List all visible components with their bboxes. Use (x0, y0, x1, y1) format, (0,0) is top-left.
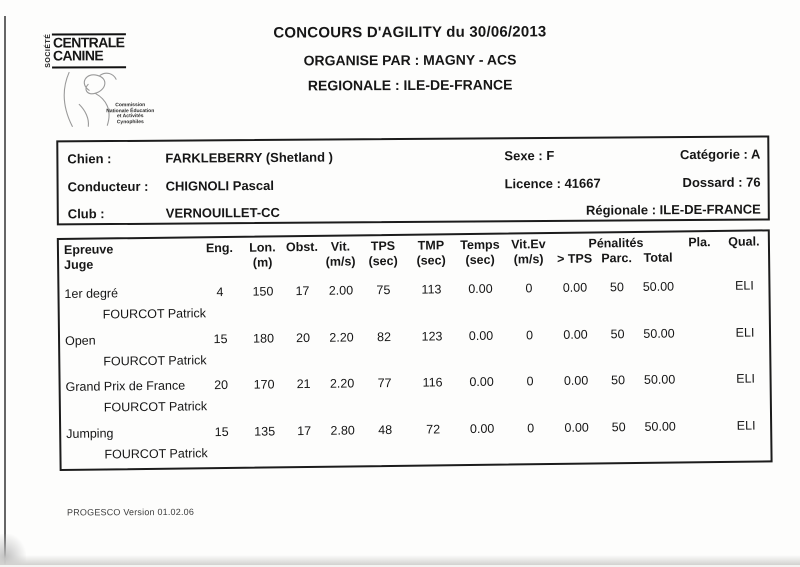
col-header-tmp: TMP (417, 238, 445, 253)
categorie-value: Catégorie : A (679, 146, 761, 163)
cell-epreuve: Open (64, 333, 96, 348)
cell-vitev: 0 (525, 328, 534, 343)
cell-temps: 0.00 (469, 374, 494, 390)
cell-tmp: 123 (421, 329, 443, 344)
scc-logo (45, 33, 155, 134)
table-row (61, 371, 770, 415)
cell-pla (680, 326, 721, 340)
cell-tmp: 72 (426, 422, 441, 437)
col-header-vitev: Vit.Ev (511, 237, 546, 252)
logo-subtitle: Commission Nationale Éducation et Activités Cynophiles (106, 102, 155, 125)
col-header-obst-unit (283, 255, 321, 269)
cell-total: 50.00 (644, 419, 676, 434)
cell-eng: 15 (214, 424, 229, 440)
cell-total: 50.00 (643, 326, 675, 341)
cell-tps: 77 (377, 375, 392, 391)
cell-juge: FOURCOT Patrick (102, 306, 207, 322)
document-header (245, 23, 575, 93)
cell-qual: ELI (735, 325, 755, 340)
cell-tps: 75 (376, 282, 391, 298)
chien-label: Chien : (67, 151, 112, 167)
club-value: VERNOUILLET-CC (165, 204, 280, 221)
cell-obst: 21 (296, 376, 311, 392)
table-row (60, 325, 769, 369)
dog-info-box (56, 135, 770, 225)
logo-vertical-text: SOCIÉTÉ (44, 33, 53, 68)
cell-pla (681, 419, 722, 433)
cell-temps: 0.00 (468, 281, 493, 297)
col-header-vit: Vit. (330, 239, 351, 254)
results-table (57, 229, 773, 471)
col-header-qual: Qual. (728, 234, 760, 249)
col-header-temps-unit: (sec) (465, 252, 495, 268)
progesco-version-label: PROGESCO Version 01.02.06 (66, 506, 195, 518)
cell-lon: 180 (253, 331, 275, 346)
table-row (61, 418, 770, 462)
cell-temps: 0.00 (469, 421, 495, 437)
cell-vit: 2.20 (329, 330, 354, 345)
cell-ptps: 0.00 (563, 327, 588, 342)
col-header-pla: Pla. (688, 235, 711, 250)
header-regionale: REGIONALE : ILE-DE-FRANCE (307, 76, 513, 94)
col-header-vitev-unit: (m/s) (513, 252, 544, 267)
cell-parc: 50 (611, 420, 626, 435)
cell-epreuve: 1er degré (64, 286, 119, 301)
col-header-parc: Parc. (601, 251, 632, 266)
col-header-obst: Obst. (285, 239, 318, 255)
conducteur-label: Conducteur : (67, 178, 149, 195)
cell-tps: 82 (377, 329, 392, 345)
cell-pla (680, 372, 721, 386)
col-header-epreuve: Epreuve (63, 242, 114, 257)
cell-qual: ELI (736, 371, 756, 386)
info-row-chien (58, 146, 767, 167)
col-header-eng-unit (197, 256, 242, 271)
col-header-ptps: > TPS (556, 251, 593, 266)
header-organizer: ORGANISE PAR : MAGNY - ACS (303, 51, 517, 69)
licence-value: Licence : 41667 (504, 175, 601, 192)
scan-edge-line (4, 16, 6, 565)
cell-vitev: 0 (525, 281, 533, 296)
cell-lon: 135 (254, 424, 276, 439)
cell-vitev: 0 (526, 374, 534, 389)
col-header-eng: Eng. (205, 240, 234, 256)
logo-title-line2: CANINE (52, 47, 104, 64)
col-header-penalites: Pénalités (588, 235, 644, 251)
cell-epreuve: Jumping (66, 426, 114, 441)
cell-lon: 150 (252, 284, 274, 299)
conducteur-value: CHIGNOLI Pascal (165, 177, 275, 194)
cell-lon: 170 (253, 377, 275, 392)
logo-title (52, 33, 127, 69)
regionale-value: Régionale : ILE-DE-FRANCE (585, 201, 761, 218)
table-row (59, 278, 768, 322)
cell-vit: 2.00 (328, 283, 354, 298)
cell-parc: 50 (609, 280, 624, 295)
col-header-lon: Lon. (249, 240, 276, 255)
cell-obst: 17 (297, 423, 312, 439)
info-row-conducteur (59, 174, 768, 195)
col-header-juge: Juge (64, 257, 94, 272)
logo-title-line1: CENTRALE (52, 34, 125, 51)
info-row-club (59, 201, 768, 222)
cell-total: 50.00 (643, 372, 676, 387)
club-label: Club : (67, 206, 105, 222)
cell-eng: 20 (214, 377, 229, 393)
cell-epreuve: Grand Prix de France (65, 378, 186, 394)
col-header-tps-unit: (sec) (368, 253, 398, 269)
col-header-tmp-unit: (sec) (416, 253, 446, 268)
col-header-lon-unit: (m) (252, 255, 273, 270)
cell-parc: 50 (611, 373, 626, 388)
cell-juge: FOURCOT Patrick (103, 353, 207, 369)
col-header-temps: Temps (460, 237, 500, 253)
cell-vit: 2.20 (329, 376, 355, 391)
cell-vit: 2.80 (330, 423, 355, 438)
chien-value: FARKLEBERRY (Shetland ) (165, 149, 334, 166)
cell-pla (679, 279, 720, 293)
cell-qual: ELI (734, 278, 754, 293)
cell-obst: 17 (295, 283, 310, 299)
dossard-value: Dossard : 76 (682, 174, 761, 191)
cell-eng: 15 (213, 331, 228, 347)
cell-juge: FOURCOT Patrick (103, 399, 208, 415)
cell-juge: FOURCOT Patrick (104, 446, 208, 462)
cell-tps: 48 (378, 422, 393, 438)
col-header-total: Total (643, 250, 673, 265)
header-title: CONCOURS D'AGILITY du 30/06/2013 (273, 23, 547, 42)
scc-logo-header (45, 33, 155, 69)
col-header-qual-spacer (720, 249, 768, 264)
cell-ptps: 0.00 (562, 280, 588, 295)
cell-tmp: 113 (421, 282, 442, 297)
cell-vitev: 0 (527, 421, 535, 436)
cell-parc: 50 (610, 327, 625, 342)
scan-bottom-shadow (0, 555, 800, 565)
cell-ptps: 0.00 (563, 373, 589, 388)
cell-qual: ELI (736, 418, 756, 433)
col-header-vit-unit: (m/s) (325, 254, 356, 269)
col-header-pla-spacer (679, 250, 720, 264)
cell-ptps: 0.00 (564, 420, 589, 435)
cell-total: 50.00 (642, 279, 675, 294)
cell-temps: 0.00 (468, 328, 494, 344)
col-header-tps: TPS (370, 238, 396, 254)
cell-eng: 4 (216, 285, 224, 300)
sexe-value: Sexe : F (504, 147, 555, 164)
cell-obst: 20 (296, 330, 311, 346)
cell-tmp: 116 (422, 375, 443, 390)
